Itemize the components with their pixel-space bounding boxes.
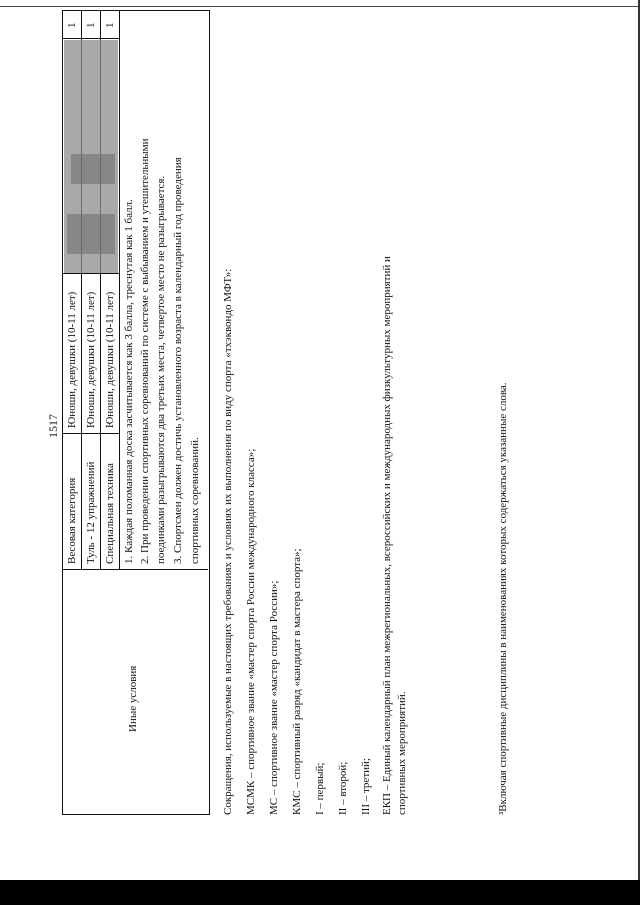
table-cell: Юноши, девушки (10-11 лет) [66, 291, 78, 428]
scan-shading [71, 154, 115, 184]
abbrev-item: МСМК – спортивное звание «мастер спорта России международного класса»; [245, 448, 257, 815]
table-cell: 1 [104, 22, 116, 28]
abbrev-item: I – первый; [314, 762, 326, 815]
table-label: Иные условия [127, 665, 139, 732]
abbrev-item: КМС – спортивный разряд «кандидат в мастера спорта»; [291, 548, 303, 815]
table-cell: Юноши, девушки (10-11 лет) [104, 291, 116, 428]
note-line: спортивных соревнований. [189, 437, 201, 564]
table-cell: Юноши, девушки (10-11 лет) [85, 291, 97, 428]
page-number: 1517 [46, 414, 60, 438]
note-line: 1. Каждая поломанная доска засчитывается как 3 балла, треснутая как 1 балл. [123, 199, 135, 564]
abbrev-item: III – третий; [360, 758, 372, 815]
note-line: поединками разыгрываются два третьих места, четвертое место не разыгрывается. [155, 175, 167, 564]
conditions-table [62, 10, 210, 815]
abbrev-item: ЕКП – Единый календарный план межрегиональных, всероссийских и международных физкультурных мероприятий и [381, 256, 393, 815]
abbrev-item: МС – спортивное звание «мастер спорта России»; [268, 580, 280, 815]
scan-shading [67, 214, 115, 254]
note-line: 3. Спортсмен должен достичь установленного возраста в календарный год проведения [172, 157, 184, 564]
table-cell: Специальная техника [104, 463, 116, 564]
table-cell: 1 [66, 22, 78, 28]
scan-border [0, 880, 640, 905]
abbrev-item: II – второй; [337, 761, 349, 815]
footnote: ³Включая спортивные дисциплины в наименованиях которых содержаться указанные слова. [497, 382, 509, 815]
table-cell: Туль - 12 упражнений [85, 461, 97, 564]
note-line: 2. При проведении спортивных соревнований по системе с выбыванием и утешительными [139, 138, 151, 564]
table-cell: Весовая категория [66, 477, 78, 564]
abbrev-heading: Сокращения, используемые в настоящих требованиях и условиях их выполнения по виду спорта «тхэквондо МФТ»: [222, 268, 234, 815]
table-cell: 1 [85, 22, 97, 28]
abbrev-item: спортивных мероприятий. [396, 691, 408, 815]
